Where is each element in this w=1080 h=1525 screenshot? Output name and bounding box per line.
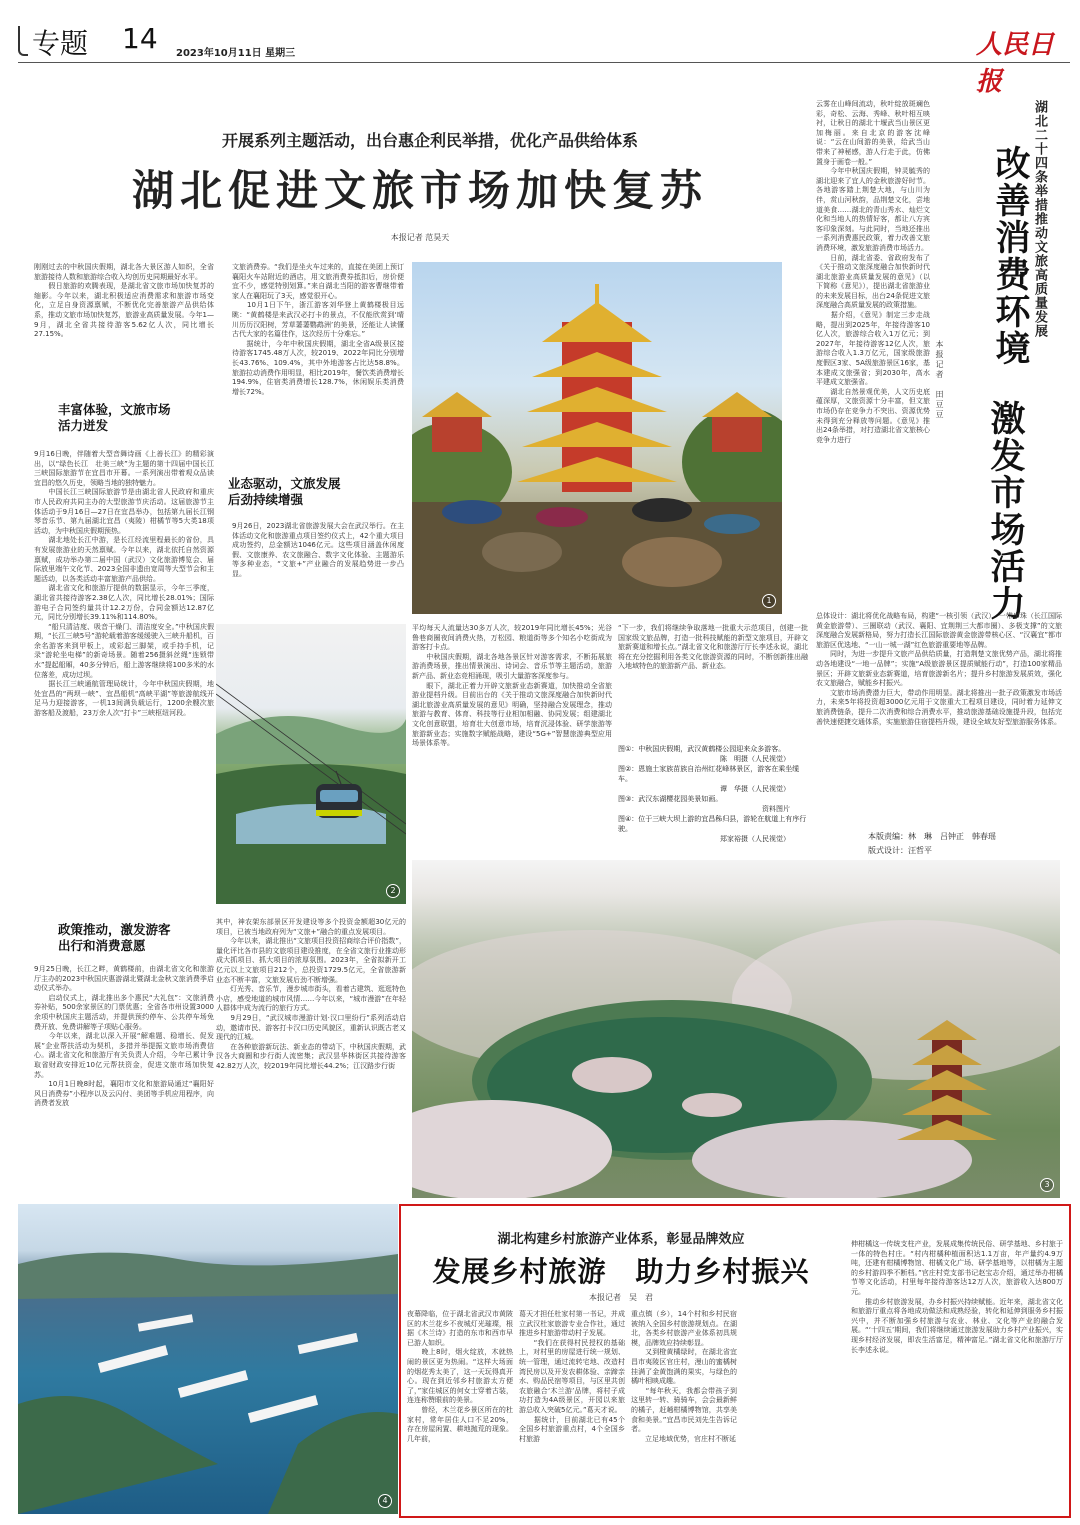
subheading-2: 政策推动，激发游客 出行和消费意愿 xyxy=(58,922,171,953)
main-byline: 本报记者 范昊天 xyxy=(390,233,450,242)
caption-2-credit: 谭 华摄（人民视觉） xyxy=(720,785,790,793)
tower-illustration xyxy=(412,262,782,614)
main-col2-top: 文旅消费券。“我们是坐火车过来的，直接在美团上预订襄阳火车站附近的酒店，用文旅消费券抵扣后，房价便宜不少，感觉特别划算。”来自湖北当阳的游客曹继带着家人在襄阳玩了3天，感觉很开心。 10月1日下午，浙江游客刘华登上黄鹤楼极目远眺：“黄鹤楼是来武汉必打卡的景点，不仅能欣赏到‘晴川历历汉阳树，芳草萋萋鹦鹉洲’的美景，还能让人读懂古代大家的名篇佳作，这次经历十分难忘。” 据统计，今年中秋国庆假期，湖北全省A级景区接待游客1745.48万人次，较2019、2022年同比分别增长43.76%、109.4%，其中外地游客占比达58.8%。旅游拉动消费作用明显，相比2019年，餐饮类消费增长194.9%，住宿类消费增长128.7%，休闲娱乐类消费增长72%。 xyxy=(232,263,404,396)
photo-yellow-crane-tower xyxy=(412,262,782,614)
rural-byline: 本报记者 吴 君 xyxy=(589,1293,653,1302)
photo-cable-car xyxy=(216,624,406,904)
rural-col1: 夜幕降临，位于湖北省武汉市黄陂区的木兰花乡不夜城灯光璀璨，根据《木兰诗》打造的东市和西市早已游人如织。 晚上8时，烟火绽放，木就热闹的景区更为热闹。“这样大场面的烟花秀太美了，这一天玩得真开心。现在到近邻乡村旅游太方便了，”家住城区的何女士穿着古装，连连称赞眼前的美景。 曾经，木兰花乡景区所在的杜家村，常年居住人口不足20%，存在房屋闲置、耕地抛荒的现象。几年前， xyxy=(407,1310,513,1443)
main-kicker: 开展系列主题活动，出台惠企利民举措，优化产品供给体系 xyxy=(221,131,638,150)
caption-4: 图④：位于三峡大坝上游的宜昌秭归县，游轮在航道上有序行驶。 xyxy=(618,815,807,833)
rural-col4: 伸柑橘这一传统支柱产业，发展成集传统民俗、研学基地、乡村旅于一体的特色村庄。“村内柑橘种植面积达1.1万亩，年产量约4.9万吨，还建有柑橘博物馆、柑橘文化广场、研学基地等，以柑橘为主题的乡村游四季不断档。”官庄村党支部书记赵宝志介绍，通过举办柑橘节等文化活动，村里每年接待游客达12万人次，旅游收入达800万元。 推动乡村旅游发展，办乡村振兴持续赋能。近年来，湖北省文化和旅游厅重点将各地成功做法和成熟经验，转化和延伸到服务乡村振兴中，并不断加强乡村旅游与农业、林业、文化等产业的融合发展。“‘十四五’期间，我们将继续通过旅游发展助力乡村产业振兴，实现乡村经济发展，即农生活富足，精神富足。”湖北省文化和旅游厅厅长李述永说。 xyxy=(851,1240,1063,1354)
photo-captions xyxy=(618,744,808,844)
photo-number-3: 3 xyxy=(1040,1178,1054,1192)
main-col1-body: 9月16日晚，伴随着大型音舞诗画《上善长江》的精彩演出，以“绿色长江 壮美三峡”为主题的第十四届中国长江三峡国际旅游节在宜昌市开幕。一系列演出带着观众品读宜昌的悠久历史，领略当地的独特魅力。 中国长江三峡国际旅游节是由湖北省人民政府和重庆市人民政府共同主办的大型旅游节庆活动。这届旅游节主体活动于9月16日—27日在宜昌举办，包括第九届长江钢琴音乐节、第九届湖北宜昌（夷陵）柑橘节等5大类18项活动，为中秋国庆假期预热。 湖北地处长江中游，是长江经流里程最长的省份，具有发展旅游业的天然禀赋。今年以来，湖北依托自然资源禀赋，成功举办第二届中国（武汉）文化旅游博览会、届际放里端午文化节、2023全国非遗由宽周等大型节会和主题活动，以各类活动丰富旅游产品供给。 湖北省文化和旅游厅提供的数据显示，今年三季度，湖北省共接待游客2.38亿人次，同比增长28.01%；国际游电子合同签约量共计12.2万份，合同金额达12.87亿元，同比分别增长39.11%和114.80%。 “船只清洁度、吸音干燥门、清洁度安全。”中秋国庆假期，“长江三峡5号”游轮载着游客缓缓驶入三峡升船机，百余名游客来到甲板上，或彩起三脚架，或手持手机，记录“游轮坐电梯”的新奇场景。随着256摄斜丝绳“连锁带水”提起船厢，40多分钟后，船上游客继续将100多米的水位落差，成功过坝。 据长江三峡通航管理局统计，今年中秋国庆假期，地处宜昌的“两坝一峡”、宜昌船机“高峡平湖”等旅游航线开足马力迎接游客，一机13间满负载运行，1200余艘次旅游客船及渡船，23万余人次“打卡”三峡枢纽河段。 xyxy=(34,450,214,718)
rural-kicker: 湖北构建乡村旅游产业体系，彰显品牌效应 xyxy=(497,1232,745,1247)
section-label: 专题 xyxy=(32,27,89,60)
side-byline: 本报记者 田豆豆 xyxy=(935,340,944,420)
main-col1-policy: 9月25日晚，长江之畔，黄鹤楼前，由湖北省文化和旅游厅主办的2023中秋国庆惠游湖北暨湖北金秋文旅消费季启动仪式举办。 启动仪式上，湖北推出多个惠民“大礼包”：文旅消费券补贴，500余家景区的门票优惠；全省各市州设置3000余项中秋国庆主题活动，并提供预约停车、公共停车场免费开放、免费讲解等子项贴心服务。 今年以来，湖北以深入开展“解难题、稳增长、促发展”企业帮扶活动为契机，多措并举提振文旅市场消费信心。湖北省文化和旅游厅有关负责人介绍，今年已累计争取省财政安排近10亿元帮扶资金，促进文旅市场加快复苏。 10月1日晚8时起，襄阳市文化和旅游局通过“襄阳好风日消费券”小程序以及云闪付、美团等手机应用程序，向消费者发放 xyxy=(34,965,214,1108)
caption-3-credit: 资料图片 xyxy=(762,805,790,813)
caption-1: 图①：中秋国庆假期，武汉黄鹤楼公园迎来众多游客。 xyxy=(618,745,786,753)
main-col4: “下一步，我们将继续争取落地一批重大示范项目，创建一批国家级文旅品牌，打造一批科技赋能的新型文旅项目，开辟文旅新赛道和增长点。”湖北省文化和旅游厅厅长李述永说，湖北将在充分挖掘利用各类文化旅游资源的同时，不断创新推出融入地域特色的旅游新产品、新业态。 xyxy=(618,624,808,671)
main-col1-intro: 刚刚过去的中秋国庆假期，湖北各大景区游人如织，全省旅游接待人数和旅游综合收入均创历史同期最好水平。 假日旅游的欢腾表现，是湖北省文旅市场加快复苏的缩影。今年以来，湖北积极适应消费需求和旅游市场变化，立足自身资源禀赋，不断优化完善旅游产品供给体系，推动文旅市场加快复苏，旅游业高质量发展。今年1—9月，湖北全省共接待游客5.62亿人次，同比增长27.15%。 xyxy=(34,263,214,339)
photo-cruise-river xyxy=(18,1204,398,1514)
rural-col3: 重点镇（乡），14个村和乡村民宿被纳入全国乡村旅游规划点。在湖北，各类乡村旅游产业体系初具规模，品牌效应持续彰显。 又到橙黄橘绿时，在湖北省宜昌市夷陵区官庄村，漫山的蜜橘树挂满了金黄饱满的果实，与绿色的橘叶相映成趣。 “每年秋天，我都会带孩子到这里转一转、骑骑车，会会最新鲜的橘子，赶趟柑橘博物馆，共享美食和美景。”宜昌市民刘先生告诉记者。 立足地域优势，官庄村不断延 xyxy=(631,1310,737,1443)
page-header xyxy=(18,22,1068,97)
header-bracket xyxy=(18,26,28,56)
masthead-logo: 人民日报 xyxy=(976,30,1055,97)
cable-car-illustration xyxy=(216,624,406,904)
side-headline-2: 激发市场活力 xyxy=(985,400,1025,622)
photo-east-lake-cherry-garden xyxy=(412,860,1060,1198)
photo-number-4: 4 xyxy=(378,1494,392,1508)
main-col3: 平均每天人流量达30多万人次，较2019年同比增长45%；光谷鲁巷商圈夜间消费火热，万松园、粮道街等多个知名小吃街成为游客打卡点。 中秋国庆假期，湖北各地各景区针对游客需求，不断拓展旅游消费场景，推出情景演出、诗词会、音乐节等主题活动，旅游新产品、新业态竞相涌现，吸引大量游客深度参与。 眼下，湖北正着力开辟文旅新业态新赛道，加快推动全省旅游业提档升级。目前出台的《关于推动文旅深度融合加快新时代湖北旅游业高质量发展的意见》明确，坚持融合发展理念，推动旅游与教育、体育、科技等行业相加相融、协同发展；组建湖北文化创意联盟，培育壮大创意市场，培育沉浸体验、研学旅游等旅游新业态；实施数字赋能战略，建设“5G+”智慧旅游典型应用场景体系等。 xyxy=(412,624,612,748)
main-col2-mid: 9月26日，2023湖北省旅游发展大会在武汉举行。在主体活动文化和旅游重点项目签约仪式上，42个重大项目成功签约，总金额达1046亿元。这些项目涵盖休闲度假、文旅康养、农文旅融合、数字文化体验、主题游乐等多种业态，“文旅+”产业融合的发展趋势进一步凸显。 xyxy=(232,522,404,578)
rural-article-box xyxy=(399,1204,1071,1518)
side-col-b: 总体设计：湖北将优化战略布局，构建“一核引领（武汉）、一带串珠（长江国际黄金旅游带）、三圈联动（武汉、襄阳、宜荆荆三大都市圈）、多极支撑”的文旅深度融合发展新格局，努力打造长江国际旅游黄金旅游带核心区、“汉襄宜”都市旅游区优选地、“一山一城一湖”红色旅游重要地等品牌。 同时，为进一步提升文旅产品供给质量，打造荆楚文旅优势产品，湖北将推动各地建设“一地一品牌”；实施“A级旅游景区提质赋能行动”，打造100家精品景区；开辟文旅新业态新赛道，培育旅游新名片；提升乡村旅游发展质效，强化农文旅融合，赋能乡村振兴。 文旅市场消费潜力巨大，带动作用明显。湖北将推出一批子政策激发市场活力，未来5年将投资超3000亿元用于文旅重大工程项目建设，同时着力延伸文旅消费链条，提升二次消费和综合消费水平，推动旅游基础设施提升段，包括完善快速便捷交通体系，实施旅游住宿提档升级，建设全域友好型旅游服务体系。 xyxy=(816,612,1062,726)
side-headline-1: 改善消费环境 xyxy=(990,145,1030,367)
main-col2-bottom: 其中，神农架东部景区开发建设等多个投资金额超30亿元的项目，已被当地政府列为“文旅+”融合的重点发展项目。 今年以来，湖北推出“文旅项目投资招商综合评价指数”，量化评比各市县的文旅项目建设推度，在全省文旅行业推动形成大抓项目、抓大项目的浓厚氛围。2023年，全省拟新开工亿元以上文旅项目212个，总投资1729.5亿元，全省旅游新业态不断丰富，文旅发展后劲不断增强。 灯光秀、音乐节，漫步城市街头，看着古建筑、逛逛特色小店，感受地道的城市风情……今年以来，“城市漫游”在年轻人群体中成为流行的旅行方式。 9月29日，“武汉城市漫游计划·汉口里纷行”系列活动启动，邀请市民、游客打卡汉口历史风貌区，重新认识既古老又现代的江城。 在各种旅游新玩法、新业态的带动下，中秋国庆假期，武汉各大商圈和步行街人流密集；武汉昙华林街区共接待游客42.82万人次，较2019年同比增长44.2%；江汉路步行街 xyxy=(216,918,406,1070)
rural-headline: 发展乡村旅游 助力乡村振兴 xyxy=(432,1255,810,1288)
river-illustration xyxy=(18,1204,398,1514)
subheading-3: 业态驱动，文旅发展 后劲持续增强 xyxy=(228,476,341,507)
page-number: 14 xyxy=(122,22,158,55)
side-editors: 本版责编：林 琳 吕钟正 韩春瑶 xyxy=(868,832,996,841)
park-illustration xyxy=(412,860,1060,1198)
side-layout-designer: 版式设计：汪哲平 xyxy=(868,846,932,855)
photo-number-2: 2 xyxy=(386,884,400,898)
caption-2: 图②：恩施土家族苗族自治州红花峰林景区，游客在乘坐缆车。 xyxy=(618,765,800,783)
caption-4-credit: 郑家裕摄（人民视觉） xyxy=(720,835,790,843)
caption-3: 图③：武汉东湖樱花园美景如画。 xyxy=(618,795,723,803)
side-col-a: 云雾在山峰间流动，秋叶绽放斑斓色彩，奇松、云海、秀峰、秋叶相互映衬，让秋日的湖北十堰武当山景区更加梅丽。来自北京的游客沈峰说：“云在山间游的美景，给武当山带来了神秘感，游人行走于此，仿佛置身于画卷一般。” 今年中秋国庆假期，钟灵毓秀的湖北迎来了宜人的金秋旅游好时节。各地游客踏上荆楚大地，与山川为伴，赏山河秋韵，品荆楚文化，尝地道美食……湖北的青山秀水、灿烂文化和当地人的热情好客，都让八方宾客印象深刻。与此同时，当地还推出一系列消费惠民政策，着力改善文旅消费环境，激发旅游消费市场活力。 日前，湖北省委、省政府发布了《关于推动文旅深度融合加快新时代湖北旅游业高质量发展的意见》（以下简称《意见》），提出湖北省旅游业的未来发展目标，出台24条促进文旅深度融合高质量发展的政策措施。 据介绍，《意见》制定三步走战略，提出到2025年，年接待游客10亿人次，旅游综合收入1万亿元；到2027年，年接待游客12亿人次，旅游综合收入1.3万亿元，国家级旅游度假区3家、5A级旅游景区16家，基本建成文旅强省；到2030年，高水平建成文旅强省。 湖北自然景观优美，人文历史底蕴深厚，文旅资源十分丰富，但文旅市场仍存在竞争力不突出、资源优势未得到充分释放等问题。《意见》推出24条举措，对打造湖北省文旅核心竞争力进行 xyxy=(816,100,930,444)
issue-date: 2023年10月11日 星期三 xyxy=(176,48,296,59)
side-kicker: 湖北二十四条举措推动文旅高质量发展 xyxy=(1032,100,1047,338)
photo-number-1: 1 xyxy=(762,594,776,608)
header-rule xyxy=(18,62,1070,63)
subheading-1: 丰富体验，文旅市场 活力迸发 xyxy=(58,402,171,433)
caption-1-credit: 陈 明摄（人民视觉） xyxy=(720,755,790,763)
rural-col2: 葛天才担任杜家村第一书记，并成立武汉杜家旅游专业合作社，通过推进乡村旅游带动村子发展。 “我们在获得村民授权的基础上，对村里的房屋进行统一规划、统一管理，通过流转宅地、改造村湾民房以及开发农耕体验、亲蹄亲水、购品民宿等项目，与区里共创农旅融合‘木兰游’品牌，将村子成功打造为4A级景区，开园以来旅游总收入突破5亿元。”葛天才说。 据统计，目前湖北已有45个全国乡村旅游重点村，4个全国乡村旅游 xyxy=(519,1310,625,1443)
main-headline: 湖北促进文旅市场加快复苏 xyxy=(131,166,708,215)
